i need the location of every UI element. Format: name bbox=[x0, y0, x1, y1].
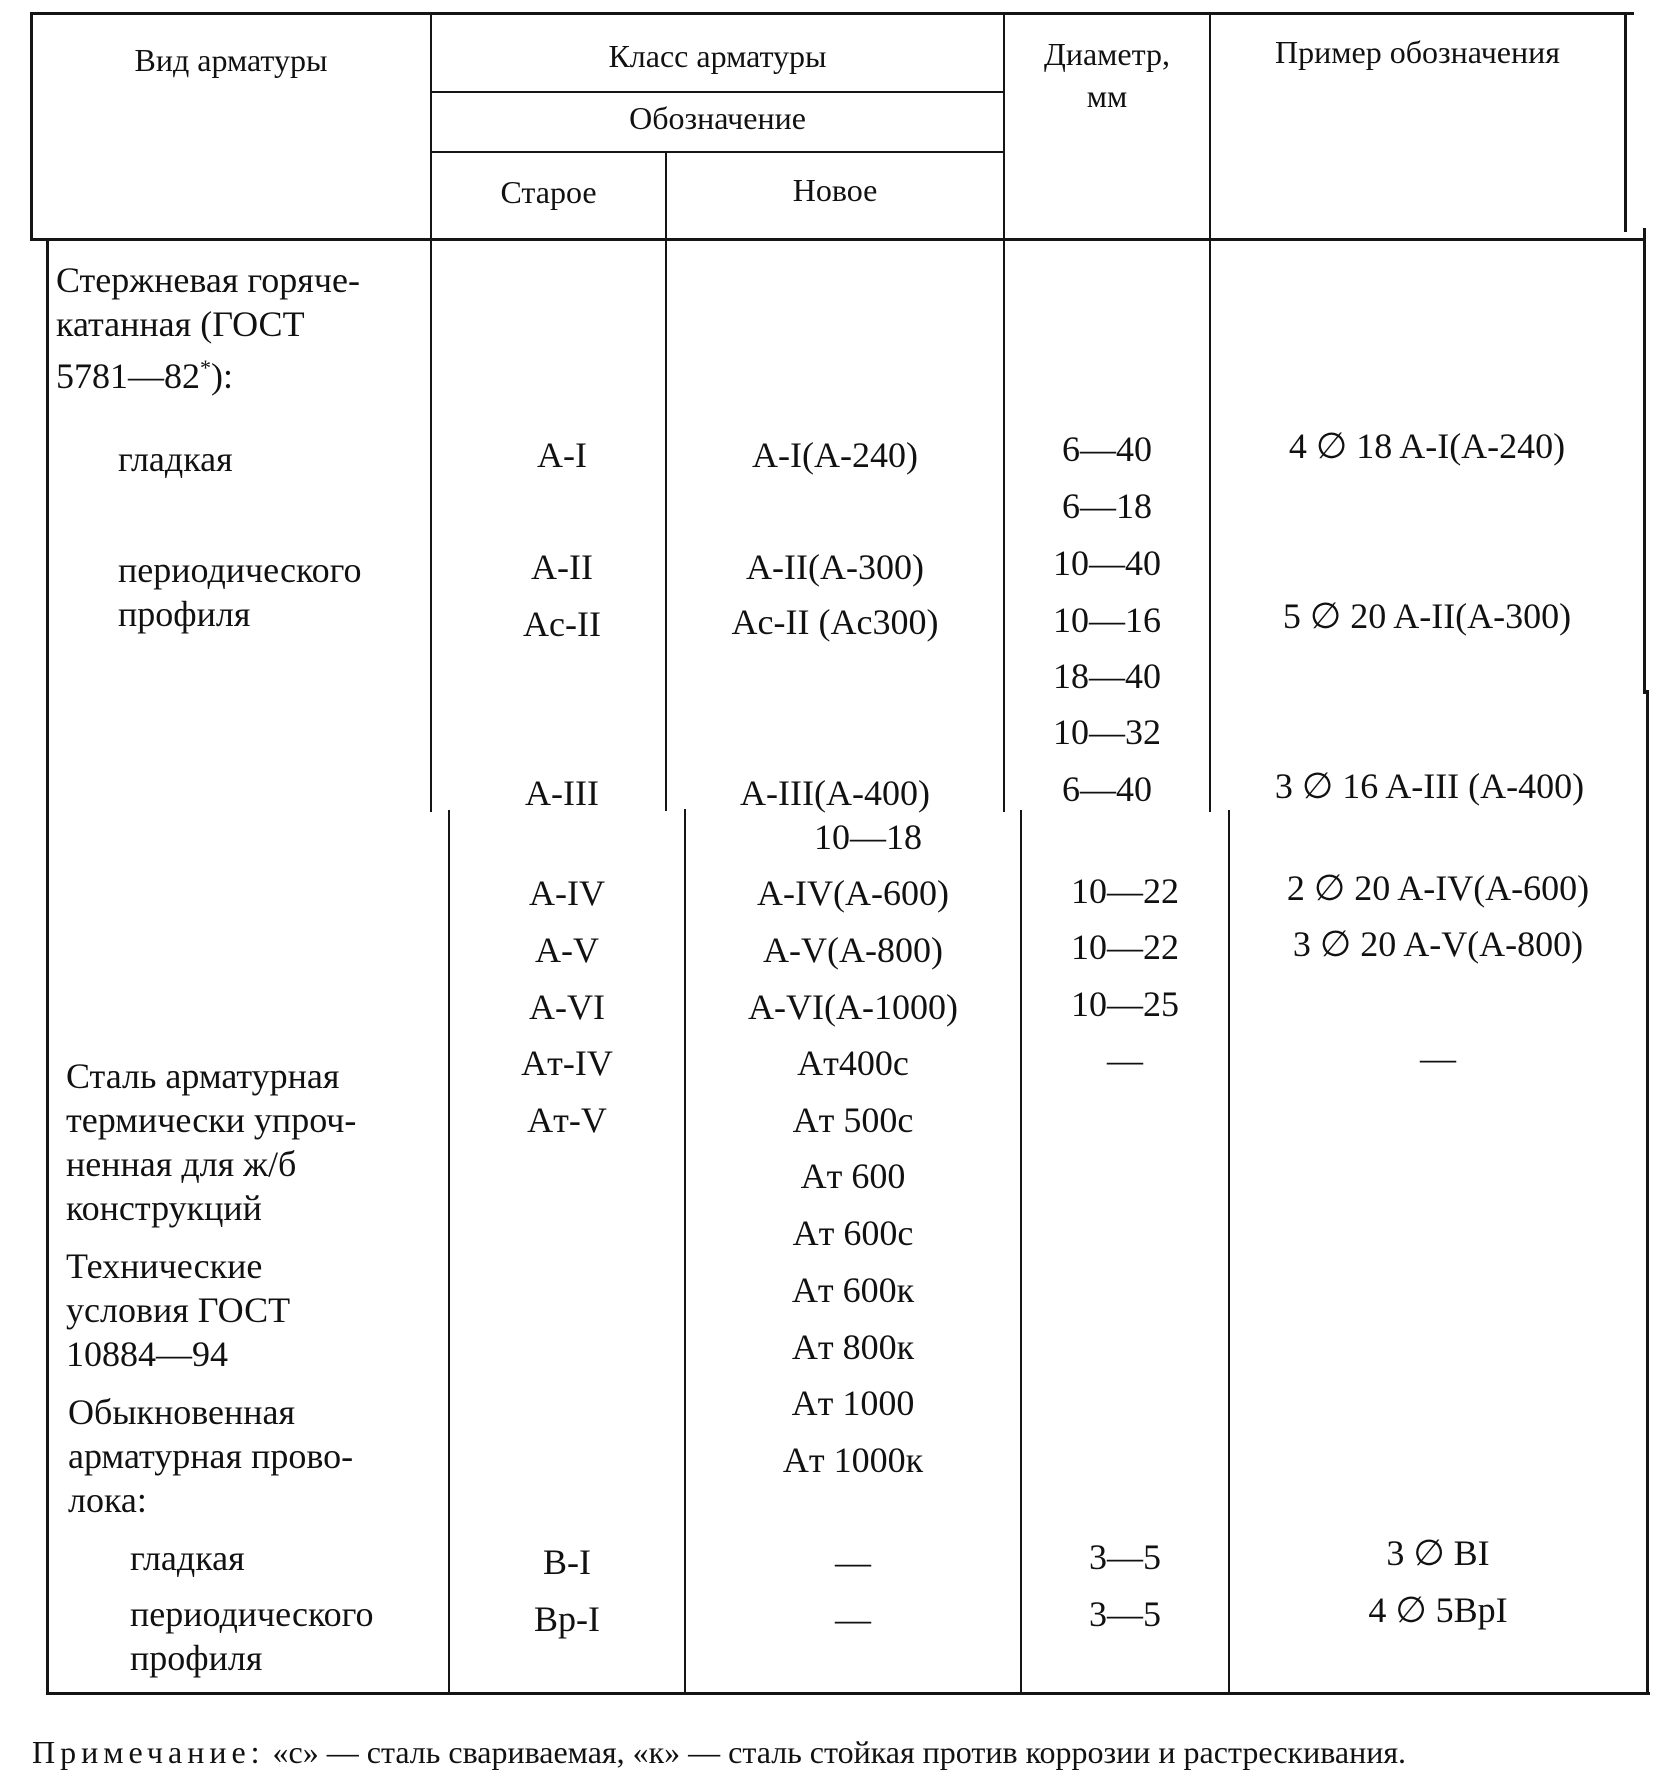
example-A-I: 4 ∅ 18 A-I(A-240) bbox=[1288, 426, 1566, 466]
header-staroe: Старое bbox=[500, 174, 597, 210]
group1-line1: Стержневая горяче- bbox=[56, 260, 360, 300]
new-At400c: Aт400c bbox=[797, 1043, 909, 1083]
group3-line1: Технические bbox=[66, 1246, 263, 1286]
new-A-III-diameter: 10—18 bbox=[814, 817, 922, 857]
table-border-bottom bbox=[46, 1692, 1650, 1695]
diameter-6: 10—32 bbox=[1053, 712, 1161, 752]
diameter-7: 6—40 bbox=[1062, 769, 1152, 809]
header-primer-oboznacheniya: Пример обозначения bbox=[1275, 34, 1560, 70]
group1-line2: катанная (ГОСТ bbox=[56, 304, 305, 344]
old-A-I: A-I bbox=[537, 435, 587, 475]
new-At800k: Aт 800к bbox=[791, 1327, 915, 1367]
old-A-V: A-V bbox=[535, 930, 599, 970]
new-At600k: Aт 600к bbox=[791, 1270, 915, 1310]
new-A-V: A-V(A-800) bbox=[763, 930, 943, 970]
diameter-11: — bbox=[1107, 1040, 1143, 1080]
diameter-12: 3—5 bbox=[1089, 1537, 1161, 1577]
header-novoe: Новое bbox=[792, 172, 878, 208]
group1-line3 bbox=[56, 346, 233, 398]
row-periodic-2-line1: периодического bbox=[130, 1594, 374, 1634]
header-diametr-line2: мм bbox=[1086, 78, 1128, 114]
diameter-4: 10—16 bbox=[1053, 600, 1161, 640]
new-A-VI: A-VI(A-1000) bbox=[748, 987, 958, 1027]
new-Bp-I: — bbox=[835, 1599, 871, 1639]
header-divider-designation bbox=[430, 151, 1005, 153]
header-klass-armatury: Класс арматуры bbox=[608, 38, 827, 74]
old-Bp-I: Bp-I bbox=[534, 1599, 600, 1639]
group2-line4: конструкций bbox=[66, 1188, 262, 1228]
old-A-IV: A-IV bbox=[529, 873, 605, 913]
old-A-III: A-III bbox=[525, 773, 599, 813]
example-A-II: 5 ∅ 20 A-II(A-300) bbox=[1282, 596, 1572, 636]
new-B-I: — bbox=[835, 1542, 871, 1582]
diameter-9: 10—22 bbox=[1071, 927, 1179, 967]
group3-line2: условия ГОСТ bbox=[66, 1290, 291, 1330]
diameter-1: 6—40 bbox=[1062, 429, 1152, 469]
table-border-top bbox=[30, 12, 1634, 15]
diameter-3: 10—40 bbox=[1053, 543, 1161, 583]
row-periodic-1-line2: профиля bbox=[118, 594, 251, 634]
footnote-label: Примечание: bbox=[32, 1734, 265, 1770]
table-border-right-lower bbox=[1643, 228, 1646, 694]
row-periodic-1-line1: периодического bbox=[118, 550, 362, 590]
footnote-text: «с» — сталь свариваемая, «к» — сталь стойкая против коррозии и растрескивания. bbox=[264, 1734, 1407, 1770]
table-border-left-lower bbox=[46, 238, 49, 1695]
old-B-I: B-I bbox=[543, 1542, 591, 1582]
col-divider-4 bbox=[1209, 12, 1211, 812]
new-A-II: A-II(A-300) bbox=[746, 547, 924, 587]
old-A-VI: A-VI bbox=[529, 987, 605, 1027]
example-Bp-I: 4 ∅ 5BpI bbox=[1368, 1590, 1508, 1630]
group2-line1: Сталь арматурная bbox=[66, 1056, 340, 1096]
new-At1000: Aт 1000 bbox=[791, 1383, 915, 1423]
group4-line2: арматурная прово- bbox=[68, 1436, 354, 1476]
row-gladkaya-1: гладкая bbox=[118, 439, 233, 479]
header-divider-class bbox=[430, 91, 1005, 93]
table-border-right-lower-2 bbox=[1646, 690, 1649, 1694]
new-A-I: A-I(A-240) bbox=[752, 435, 918, 475]
row-periodic-2-line2: профиля bbox=[130, 1638, 263, 1678]
group3-line3: 10884—94 bbox=[66, 1334, 228, 1374]
example-A-V: 3 ∅ 20 A-V(A-800) bbox=[1292, 924, 1584, 964]
old-At-IV: Aт-IV bbox=[521, 1043, 613, 1083]
footnote bbox=[32, 1732, 1406, 1772]
new-Ac-II: Ac-II (Ac300) bbox=[731, 602, 939, 642]
new-At600: Aт 600 bbox=[800, 1156, 906, 1196]
new-A-IV: A-IV(A-600) bbox=[757, 873, 949, 913]
example-A-III: 3 ∅ 16 A-III (A-400) bbox=[1274, 766, 1585, 806]
diameter-8: 10—22 bbox=[1071, 871, 1179, 911]
example-A-IV: 2 ∅ 20 A-IV(A-600) bbox=[1286, 868, 1590, 908]
diameter-2: 6—18 bbox=[1062, 486, 1152, 526]
header-vid-armatury: Вид арматуры bbox=[134, 42, 328, 78]
header-bottom-border bbox=[30, 238, 1646, 241]
diameter-5: 18—40 bbox=[1053, 656, 1161, 696]
new-At500c: Aт 500c bbox=[792, 1100, 914, 1140]
group2-line3: ненная для ж/б bbox=[66, 1144, 297, 1184]
new-At1000k: Aт 1000к bbox=[782, 1440, 924, 1480]
group1-line3-sup: * bbox=[200, 355, 211, 380]
new-At600c: Aт 600c bbox=[792, 1213, 914, 1253]
table-border-right bbox=[1624, 12, 1627, 232]
new-A-III: A-III(A-400) bbox=[740, 773, 930, 813]
example-B-I: 3 ∅ BI bbox=[1386, 1533, 1490, 1573]
old-A-II: A-II bbox=[531, 547, 593, 587]
col-divider-2 bbox=[665, 151, 667, 811]
group1-line3-base: 5781—82 bbox=[56, 356, 200, 396]
row-gladkaya-2: гладкая bbox=[130, 1538, 245, 1578]
header-oboznachenie: Обозначение bbox=[629, 100, 806, 136]
group4-line3: лока: bbox=[68, 1480, 147, 1520]
diameter-10: 10—25 bbox=[1071, 984, 1179, 1024]
example-At: — bbox=[1420, 1038, 1456, 1078]
old-Ac-II: Ac-II bbox=[523, 604, 601, 644]
group4-line1: Обыкновенная bbox=[68, 1392, 296, 1432]
header-diametr-line1: Диаметр, bbox=[1044, 36, 1170, 72]
old-At-V: Aт-V bbox=[527, 1100, 607, 1140]
group1-line3-tail: ): bbox=[211, 356, 233, 396]
group2-line2: термически упроч- bbox=[66, 1100, 357, 1140]
diameter-13: 3—5 bbox=[1089, 1594, 1161, 1634]
